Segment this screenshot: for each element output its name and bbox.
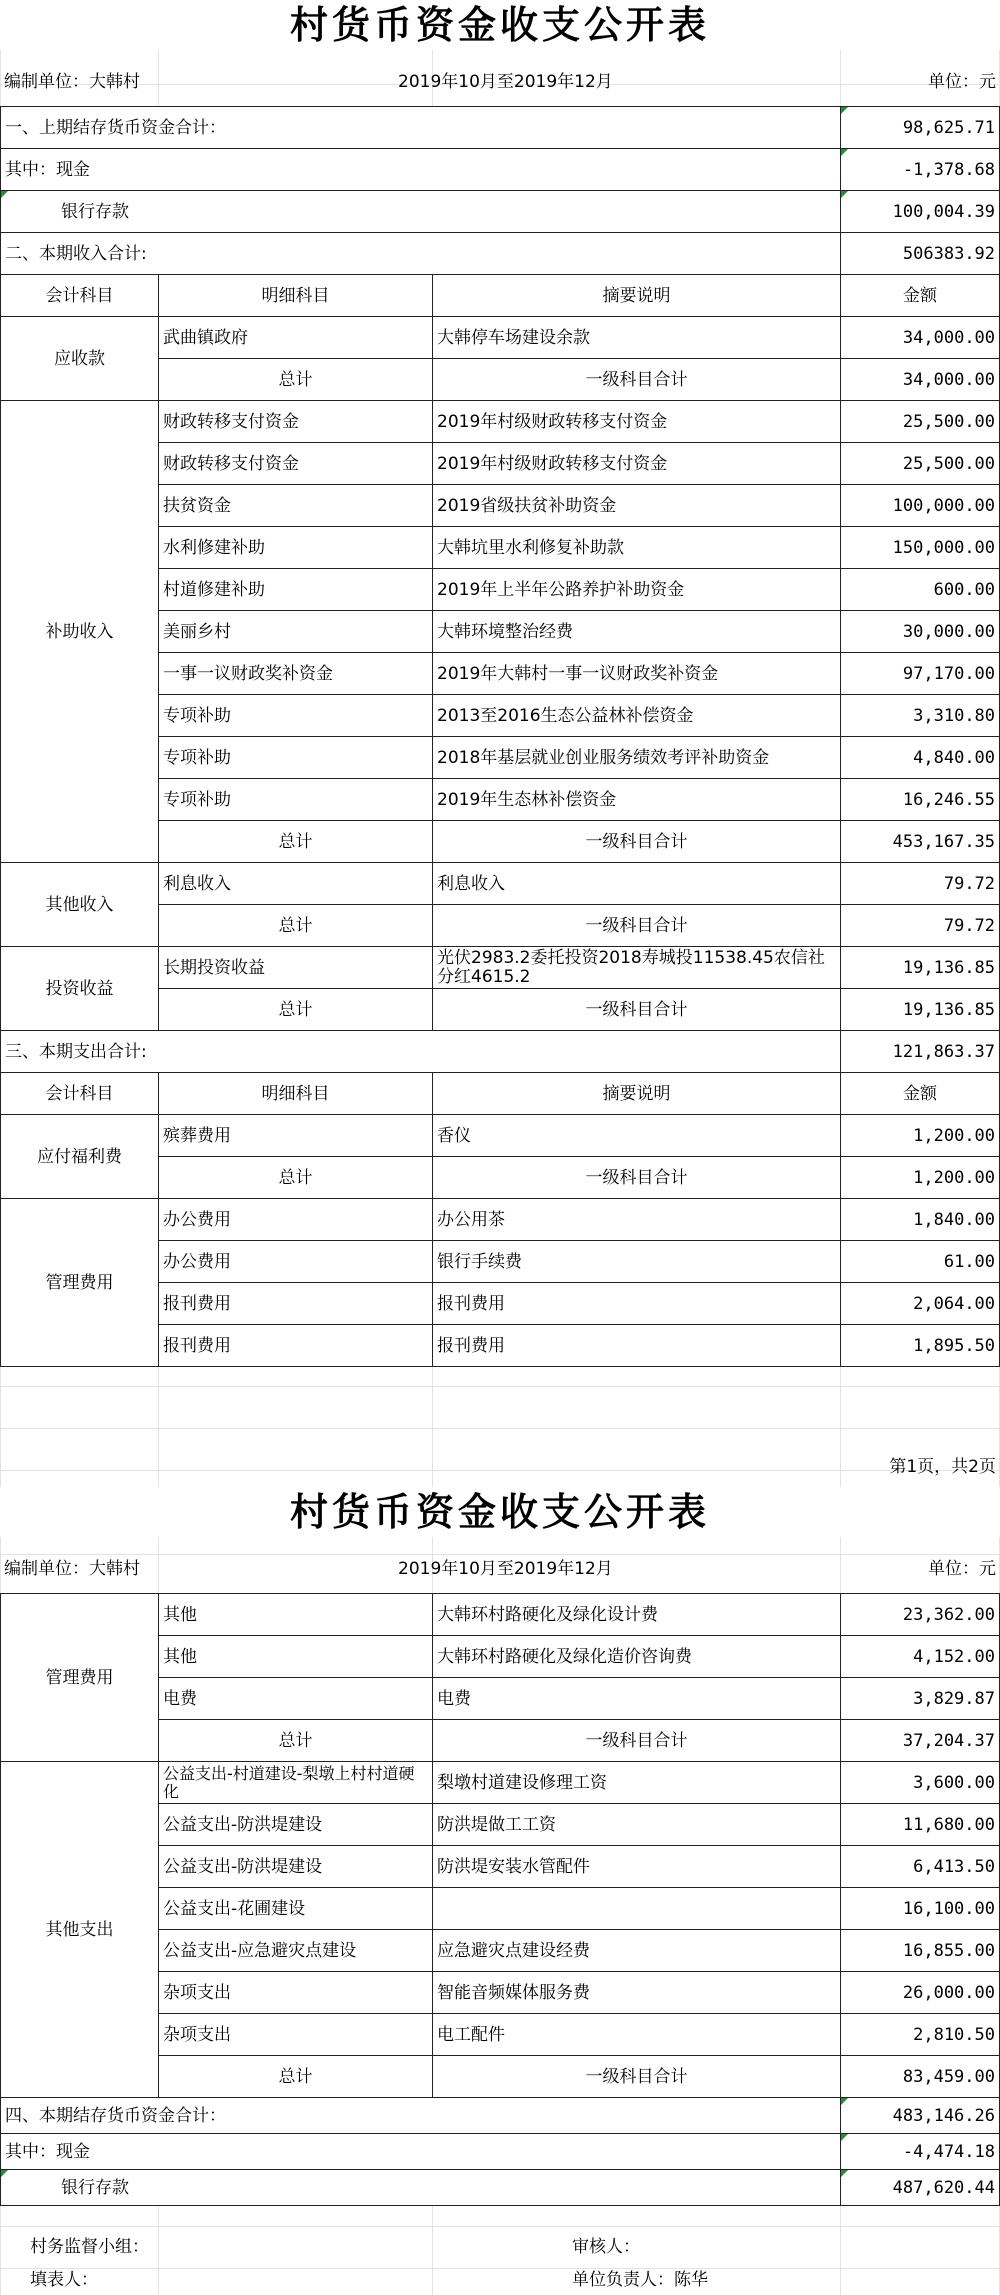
desc-cell: 一级科目合计	[433, 1157, 841, 1199]
desc-cell: 报刊费用	[433, 1325, 841, 1367]
amount-cell: 4,152.00	[841, 1636, 1000, 1678]
amount-cell: 100,000.00	[841, 485, 1000, 527]
table-row	[1, 1762, 1000, 1804]
detail-cell: 其他	[159, 1594, 433, 1636]
table-row	[1, 1115, 1000, 1157]
summary-label: 三、本期支出合计:	[1, 1031, 841, 1073]
desc-cell: 光伏2983.2委托投资2018寿城投11538.45农信社分红4615.2	[433, 947, 841, 989]
summary-row	[1, 107, 1000, 149]
amount-cell: 1,840.00	[841, 1199, 1000, 1241]
summary-label: 四、本期结存货币资金合计：	[1, 2098, 841, 2134]
detail-cell: 公益支出-防洪堤建设	[159, 1846, 433, 1888]
detail-cell: 其他	[159, 1636, 433, 1678]
detail-cell: 总计	[159, 1157, 433, 1199]
summary-row	[1, 149, 1000, 191]
detail-cell: 总计	[159, 2056, 433, 2098]
header-detail: 明细科目	[159, 1073, 433, 1115]
desc-cell: 大韩环村路硬化及绿化设计费	[433, 1594, 841, 1636]
account-category: 应收款	[1, 317, 159, 401]
detail-cell: 总计	[159, 359, 433, 401]
amount-cell: 1,200.00	[841, 1157, 1000, 1199]
amount-cell: 83,459.00	[841, 2056, 1000, 2098]
summary-label: 其中：现金	[1, 149, 841, 191]
detail-cell: 杂项支出	[159, 1972, 433, 2014]
detail-cell: 报刊费用	[159, 1325, 433, 1367]
detail-cell: 公益支出-村道建设-梨墩上村村道硬化	[159, 1762, 433, 1804]
desc-cell: 报刊费用	[433, 1283, 841, 1325]
account-category: 投资收益	[1, 947, 159, 1031]
desc-cell: 一级科目合计	[433, 989, 841, 1031]
currency-unit: 单位：元	[928, 1559, 996, 1579]
desc-cell: 香仪	[433, 1115, 841, 1157]
desc-cell: 一级科目合计	[433, 2056, 841, 2098]
detail-cell: 长期投资收益	[159, 947, 433, 989]
preparer-label: 填表人：	[30, 2270, 98, 2290]
amount-cell: 16,100.00	[841, 1888, 1000, 1930]
table-row	[1, 401, 1000, 443]
detail-cell: 扶贫资金	[159, 485, 433, 527]
amount-cell: 37,204.37	[841, 1720, 1000, 1762]
desc-cell	[433, 1888, 841, 1930]
detail-cell: 专项补助	[159, 695, 433, 737]
summary-label: 银行存款	[1, 2170, 841, 2206]
desc-cell: 2013至2016生态公益林补偿资金	[433, 695, 841, 737]
desc-cell: 2019年生态林补偿资金	[433, 779, 841, 821]
desc-cell: 利息收入	[433, 863, 841, 905]
supervision-group-label: 村务监督小组：	[30, 2237, 149, 2257]
desc-cell: 2019年村级财政转移支付资金	[433, 401, 841, 443]
header-detail: 明细科目	[159, 275, 433, 317]
header-desc: 摘要说明	[433, 1073, 841, 1115]
reviewer-label: 审核人：	[572, 2237, 640, 2257]
desc-cell: 2019省级扶贫补助资金	[433, 485, 841, 527]
table-row	[1, 317, 1000, 359]
amount-cell: 3,600.00	[841, 1762, 1000, 1804]
desc-cell: 一级科目合计	[433, 905, 841, 947]
amount-cell: 34,000.00	[841, 317, 1000, 359]
amount-cell: 26,000.00	[841, 1972, 1000, 2014]
summary-row	[1, 191, 1000, 233]
amount-cell: 1,200.00	[841, 1115, 1000, 1157]
detail-cell: 财政转移支付资金	[159, 401, 433, 443]
summary-amount: 121,863.37	[841, 1031, 1000, 1073]
responsible-person: 单位负责人：陈华	[572, 2270, 708, 2290]
desc-cell: 梨墩村道建设修理工资	[433, 1762, 841, 1804]
detail-cell: 电费	[159, 1678, 433, 1720]
header-row	[1, 1073, 1000, 1115]
compiling-unit: 编制单位：大韩村	[4, 72, 140, 92]
summary-amount: 100,004.39	[841, 191, 1000, 233]
amount-cell: 6,413.50	[841, 1846, 1000, 1888]
currency-unit: 单位：元	[928, 72, 996, 92]
detail-cell: 专项补助	[159, 779, 433, 821]
summary-amount: -4,474.18	[841, 2134, 1000, 2170]
header-amount: 金额	[841, 275, 1000, 317]
detail-cell: 美丽乡村	[159, 611, 433, 653]
amount-cell: 150,000.00	[841, 527, 1000, 569]
summary-amount: 487,620.44	[841, 2170, 1000, 2206]
detail-cell: 一事一议财政奖补资金	[159, 653, 433, 695]
desc-cell: 办公用茶	[433, 1199, 841, 1241]
detail-cell: 专项补助	[159, 737, 433, 779]
account-category: 管理费用	[1, 1594, 159, 1762]
detail-cell: 公益支出-防洪堤建设	[159, 1804, 433, 1846]
table-row	[1, 863, 1000, 905]
summary-row	[1, 233, 1000, 275]
table-row	[1, 1594, 1000, 1636]
summary-label: 二、本期收入合计:	[1, 233, 841, 275]
amount-cell: 2,810.50	[841, 2014, 1000, 2056]
summary-row	[1, 2134, 1000, 2170]
amount-cell: 1,895.50	[841, 1325, 1000, 1367]
detail-cell: 杂项支出	[159, 2014, 433, 2056]
page-number: 第1页，共2页	[889, 1457, 996, 1477]
detail-cell: 村道修建补助	[159, 569, 433, 611]
header-account: 会计科目	[1, 1073, 159, 1115]
header-row	[1, 275, 1000, 317]
detail-cell: 公益支出-花圃建设	[159, 1888, 433, 1930]
account-category: 其他收入	[1, 863, 159, 947]
desc-cell: 防洪堤做工工资	[433, 1804, 841, 1846]
desc-cell: 大韩停车场建设余款	[433, 317, 841, 359]
header-account: 会计科目	[1, 275, 159, 317]
summary-row	[1, 1031, 1000, 1073]
amount-cell: 61.00	[841, 1241, 1000, 1283]
page-title: 村货币资金收支公开表	[0, 1487, 1000, 1537]
detail-cell: 总计	[159, 989, 433, 1031]
amount-cell: 19,136.85	[841, 989, 1000, 1031]
desc-cell: 大韩环境整治经费	[433, 611, 841, 653]
amount-cell: 23,362.00	[841, 1594, 1000, 1636]
amount-cell: 3,310.80	[841, 695, 1000, 737]
desc-cell: 2019年上半年公路养护补助资金	[433, 569, 841, 611]
cash-table-page2	[0, 1593, 1000, 2206]
table-row	[1, 1199, 1000, 1241]
amount-cell: 3,829.87	[841, 1678, 1000, 1720]
account-category: 管理费用	[1, 1199, 159, 1367]
detail-cell: 办公费用	[159, 1241, 433, 1283]
amount-cell: 600.00	[841, 569, 1000, 611]
amount-cell: 25,500.00	[841, 443, 1000, 485]
report-period: 2019年10月至2019年12月	[398, 72, 613, 92]
amount-cell: 453,167.35	[841, 821, 1000, 863]
desc-cell: 2018年基层就业创业服务绩效考评补助资金	[433, 737, 841, 779]
detail-cell: 报刊费用	[159, 1283, 433, 1325]
amount-cell: 2,064.00	[841, 1283, 1000, 1325]
desc-cell: 智能音频媒体服务费	[433, 1972, 841, 2014]
summary-label: 其中：现金	[1, 2134, 841, 2170]
amount-cell: 79.72	[841, 905, 1000, 947]
desc-cell: 电工配件	[433, 2014, 841, 2056]
detail-cell: 总计	[159, 1720, 433, 1762]
detail-cell: 武曲镇政府	[159, 317, 433, 359]
account-category: 补助收入	[1, 401, 159, 863]
detail-cell: 公益支出-应急避灾点建设	[159, 1930, 433, 1972]
desc-cell: 大韩环村路硬化及绿化造价咨询费	[433, 1636, 841, 1678]
detail-cell: 总计	[159, 821, 433, 863]
summary-label: 银行存款	[1, 191, 841, 233]
detail-cell: 水利修建补助	[159, 527, 433, 569]
page-title: 村货币资金收支公开表	[0, 0, 1000, 50]
header-amount: 金额	[841, 1073, 1000, 1115]
amount-cell: 97,170.00	[841, 653, 1000, 695]
desc-cell: 大韩坑里水利修复补助款	[433, 527, 841, 569]
summary-amount: -1,378.68	[841, 149, 1000, 191]
amount-cell: 16,246.55	[841, 779, 1000, 821]
desc-cell: 2019年村级财政转移支付资金	[433, 443, 841, 485]
amount-cell: 79.72	[841, 863, 1000, 905]
amount-cell: 11,680.00	[841, 1804, 1000, 1846]
amount-cell: 25,500.00	[841, 401, 1000, 443]
desc-cell: 2019年大韩村一事一议财政奖补资金	[433, 653, 841, 695]
summary-amount: 98,625.71	[841, 107, 1000, 149]
summary-amount: 483,146.26	[841, 2098, 1000, 2134]
desc-cell: 一级科目合计	[433, 359, 841, 401]
amount-cell: 16,855.00	[841, 1930, 1000, 1972]
account-category: 其他支出	[1, 1762, 159, 2098]
amount-cell: 34,000.00	[841, 359, 1000, 401]
detail-cell: 殡葬费用	[159, 1115, 433, 1157]
desc-cell: 电费	[433, 1678, 841, 1720]
summary-amount: 506383.92	[841, 233, 1000, 275]
detail-cell: 利息收入	[159, 863, 433, 905]
desc-cell: 一级科目合计	[433, 1720, 841, 1762]
amount-cell: 30,000.00	[841, 611, 1000, 653]
table-row	[1, 947, 1000, 989]
detail-cell: 总计	[159, 905, 433, 947]
summary-row	[1, 2098, 1000, 2134]
desc-cell: 银行手续费	[433, 1241, 841, 1283]
amount-cell: 19,136.85	[841, 947, 1000, 989]
compiling-unit: 编制单位：大韩村	[4, 1559, 140, 1579]
amount-cell: 4,840.00	[841, 737, 1000, 779]
cash-table-page1	[0, 106, 1000, 1367]
desc-cell: 防洪堤安装水管配件	[433, 1846, 841, 1888]
detail-cell: 办公费用	[159, 1199, 433, 1241]
desc-cell: 一级科目合计	[433, 821, 841, 863]
account-category: 应付福利费	[1, 1115, 159, 1199]
summary-label: 一、上期结存货币资金合计：	[1, 107, 841, 149]
detail-cell: 财政转移支付资金	[159, 443, 433, 485]
desc-cell: 应急避灾点建设经费	[433, 1930, 841, 1972]
header-desc: 摘要说明	[433, 275, 841, 317]
report-period: 2019年10月至2019年12月	[398, 1559, 613, 1579]
summary-row	[1, 2170, 1000, 2206]
